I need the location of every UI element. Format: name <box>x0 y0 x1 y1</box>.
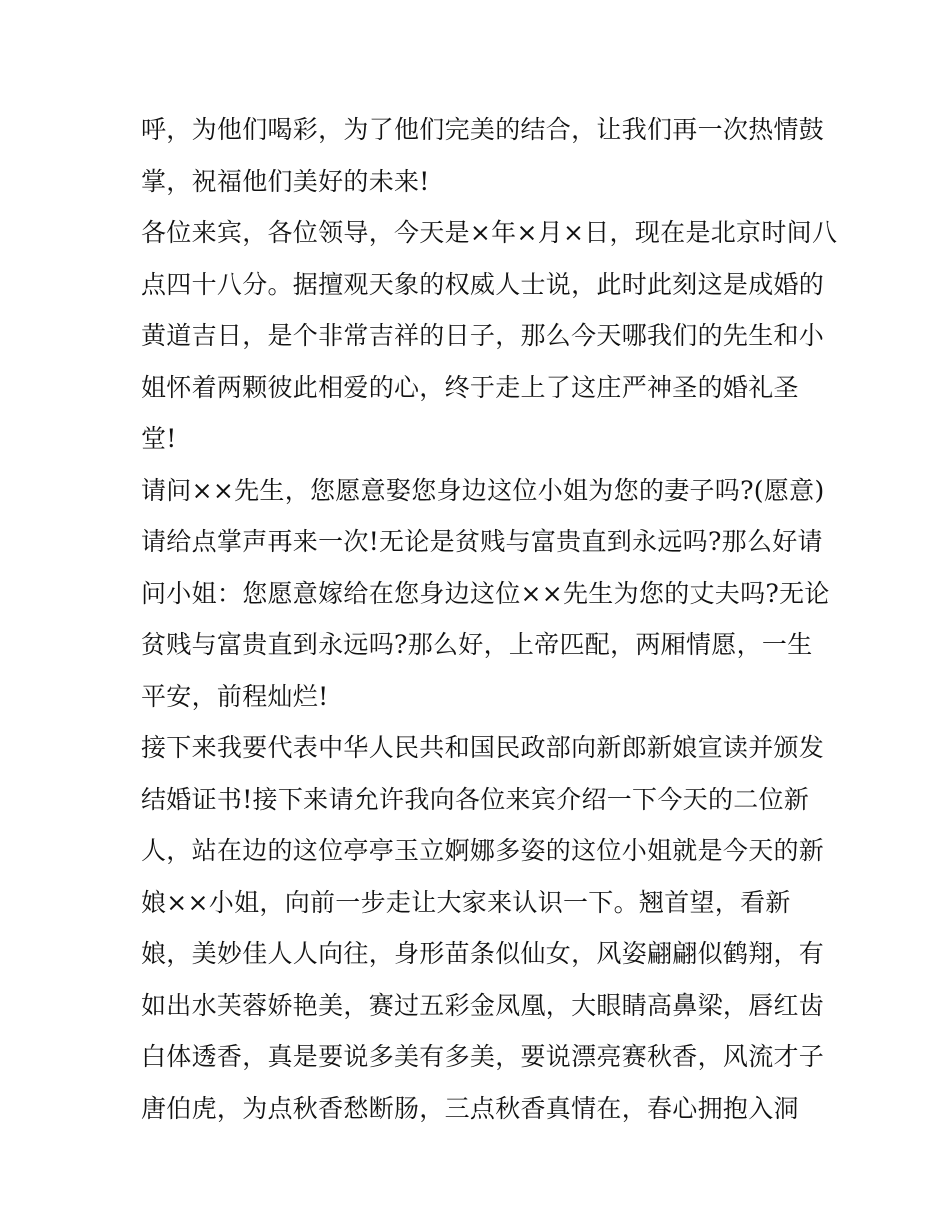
text-line: 呼，为他们喝彩，为了他们完美的结合，让我们再一次热情鼓 <box>141 115 825 144</box>
text-line: 问小姐：您愿意嫁给在您身边这位××先生为您的丈夫吗?无论 <box>141 578 830 608</box>
text-line: 姐怀着两颗彼此相爱的心，终于走上了这庄严神圣的婚礼圣 <box>141 372 799 402</box>
text-line: 接下来我要代表中华人民共和国民政部向新郎新娘宣读并颁发 <box>141 733 825 762</box>
text-line: 平安，前程灿烂! <box>141 681 329 711</box>
text-line: 黄道吉日，是个非常吉祥的日子，那么今天哪我们的先生和小 <box>141 321 825 350</box>
text-line: 如出水芙蓉娇艳美，赛过五彩金凤凰，大眼睛高鼻梁，唇红齿 <box>141 990 825 1020</box>
text-line: 白体透香，真是要说多美有多美，要说漂亮赛秋香，风流才子 <box>141 1042 825 1071</box>
body-text <box>141 104 838 1134</box>
text-line: 堂! <box>141 424 177 453</box>
text-line: 请给点掌声再来一次!无论是贫贱与富贵直到永远吗?那么好请 <box>141 527 823 556</box>
text-line: 唐伯虎，为点秋香愁断肠，三点秋香真情在，春心拥抱入洞 <box>141 1093 799 1123</box>
text-line: 娘，美妙佳人人向往，身形苗条似仙女，风姿翩翩似鹤翔，有 <box>141 939 825 968</box>
text-line: 结婚证书!接下来请允许我向各位来宾介绍一下今天的二位新 <box>141 784 810 814</box>
text-line: 请问××先生，您愿意娶您身边这位小姐为您的妻子吗?(愿意) <box>141 475 825 505</box>
text-line: 娘××小姐，向前一步走让大家来认识一下。翘首望，看新 <box>141 887 791 917</box>
text-line: 人，站在边的这位亭亭玉立婀娜多姿的这位小姐就是今天的新 <box>141 836 825 865</box>
text-line: 掌，祝福他们美好的未来! <box>141 166 430 196</box>
text-line: 点四十八分。据擅观天象的权威人士说，此时此刻这是成婚的 <box>141 269 825 299</box>
text-line: 贫贱与富贵直到永远吗?那么好，上帝匹配，两厢情愿，一生 <box>141 630 813 659</box>
text-line: 各位来宾，各位领导，今天是×年×月×日，现在是北京时间八 <box>141 218 838 247</box>
